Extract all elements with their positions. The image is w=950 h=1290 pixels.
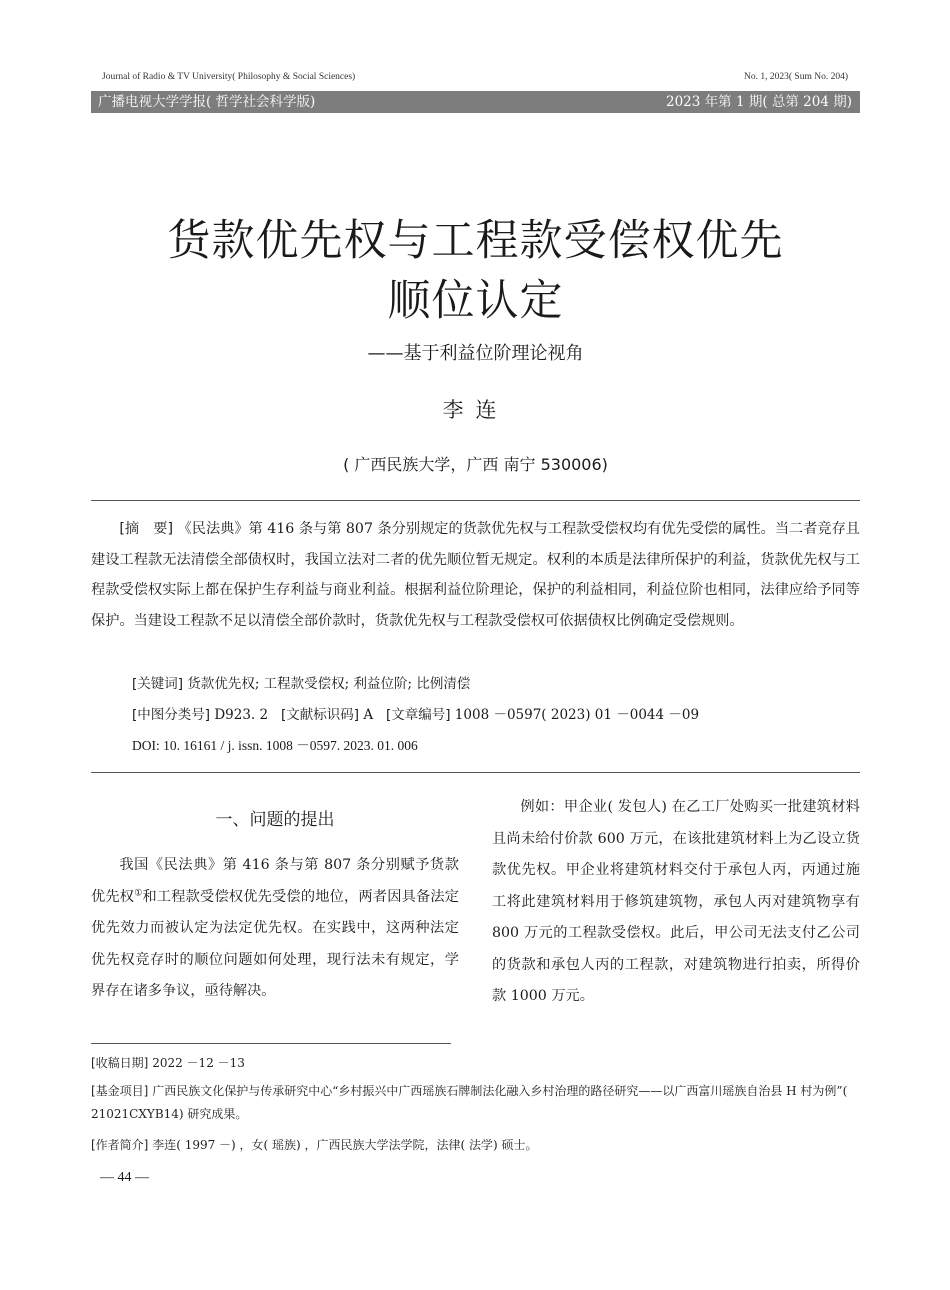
issue-chinese: 2023 年第 1 期( 总第 204 期) [666, 94, 852, 110]
author-name: 李连 [442, 398, 509, 422]
left-column-text [91, 850, 459, 1008]
articleno-label: [文章编号] [385, 707, 451, 723]
issue-english: No. 1, 2023( Sum No. 204) [744, 72, 848, 82]
doccode-value: A [363, 707, 374, 723]
class-label: [中图分类号] [132, 707, 211, 723]
classification-line [132, 703, 699, 723]
class-value: D923. 2 [214, 707, 269, 723]
footnote-mark: ① [134, 887, 143, 898]
articleno-value: 1008 －0597( 2023) 01 －0044 －09 [454, 707, 700, 723]
fund-info [91, 1080, 860, 1126]
article-title-line2: 顺位认定 [387, 276, 564, 326]
received-date [91, 1052, 860, 1075]
abstract [91, 514, 860, 636]
author-bio-value: 李连( 1997 －) ，女( 瑶族) ，广西民族大学法学院，法律( 法学) 硕士。 [152, 1138, 538, 1152]
author-affiliation: ( 广西民族大学，广西 南宁 530006) [343, 455, 608, 474]
divider-middle [91, 772, 860, 773]
doccode-label: [文献标识码] [280, 707, 360, 723]
article-title-line1: 货款优先权与工程款受偿权优先 [167, 216, 784, 266]
section-heading: 一、问题的提出 [215, 810, 335, 830]
right-column-text [492, 792, 860, 1013]
fund-value: 广西民族文化保护与传承研究中心“乡村振兴中广西瑶族石牌制法化融入乡村治理的路径研究——以广西富川瑶族自治县 H 村为例”( 21021CXYB14) 研究成果。 [91, 1084, 848, 1121]
journal-english-title: Journal of Radio & TV University( Philosophy & Social Sciences) [102, 72, 356, 82]
abstract-label: [摘 要] [119, 521, 174, 537]
left-text-part2: 和工程款受偿权优先受偿的地位，两者因具备法定优先效力而被认定为法定优先权。在实践中，这两种法定优先权竞存时的顺位问题如何处理，现行法未有规定，学界存在诸多争议，亟待解决。 [91, 888, 459, 999]
doi: DOI: 10. 16161 / j. issn. 1008 －0597. 2023. 01. 006 [132, 738, 418, 753]
author-bio-label: [作者简介] [91, 1138, 149, 1152]
keywords-label: [关键词] [132, 676, 184, 692]
article-subtitle: ——基于利益位阶理论视角 [367, 343, 584, 364]
journal-chinese-title: 广播电视大学学报( 哲学社会科学版) [98, 94, 316, 110]
received-label: [收稿日期] [91, 1056, 149, 1070]
keywords-value: 货款优先权; 工程款受偿权; 利益位阶; 比例清偿 [187, 676, 471, 692]
footnote-divider [91, 1043, 451, 1044]
keywords-line [132, 672, 470, 692]
author-bio [91, 1134, 860, 1157]
left-text-part1: 我国《民法典》第 416 条与第 807 条分别赋予货款优先权 [91, 857, 459, 905]
fund-label: [基金项目] [91, 1084, 149, 1098]
abstract-text: 《民法典》第 416 条与第 807 条分别规定的货款优先权与工程款受偿权均有优先受偿的属性。当二者竞存且建设工程款无法清偿全部债权时，我国立法对二者的优先顺位暂无规定。权利的本质是法律所保护的利益，货款优先权与工程款受偿权实际上都在保护生存利益与商业利益。根据利益位阶理论，保护的利益相同，利益位阶也相同，法律应给予同等保护。当建设工程款不足以清偿全部价款时，货款优先权与工程款受偿权可依据债权比例确定受偿规则。 [91, 521, 860, 629]
page-number: — 44 — [100, 1170, 149, 1185]
divider-top [91, 500, 860, 501]
received-value: 2022 －12 －13 [152, 1056, 245, 1070]
example-paragraph: 例如：甲企业( 发包人) 在乙工厂处购买一批建筑材料且尚未给付价款 600 万元，在该批建筑材料上为乙设立货款优先权。甲企业将建筑材料交付于承包人丙，丙通过施工将此建筑材料用于修筑建筑物，承包人丙对建筑物享有 800 万元的工程款受偿权。此后，甲公司无法支付乙公司的货款和承包人丙的工程款，对建筑物进行拍卖，所得价款 1000 万元。 [492, 799, 860, 1004]
